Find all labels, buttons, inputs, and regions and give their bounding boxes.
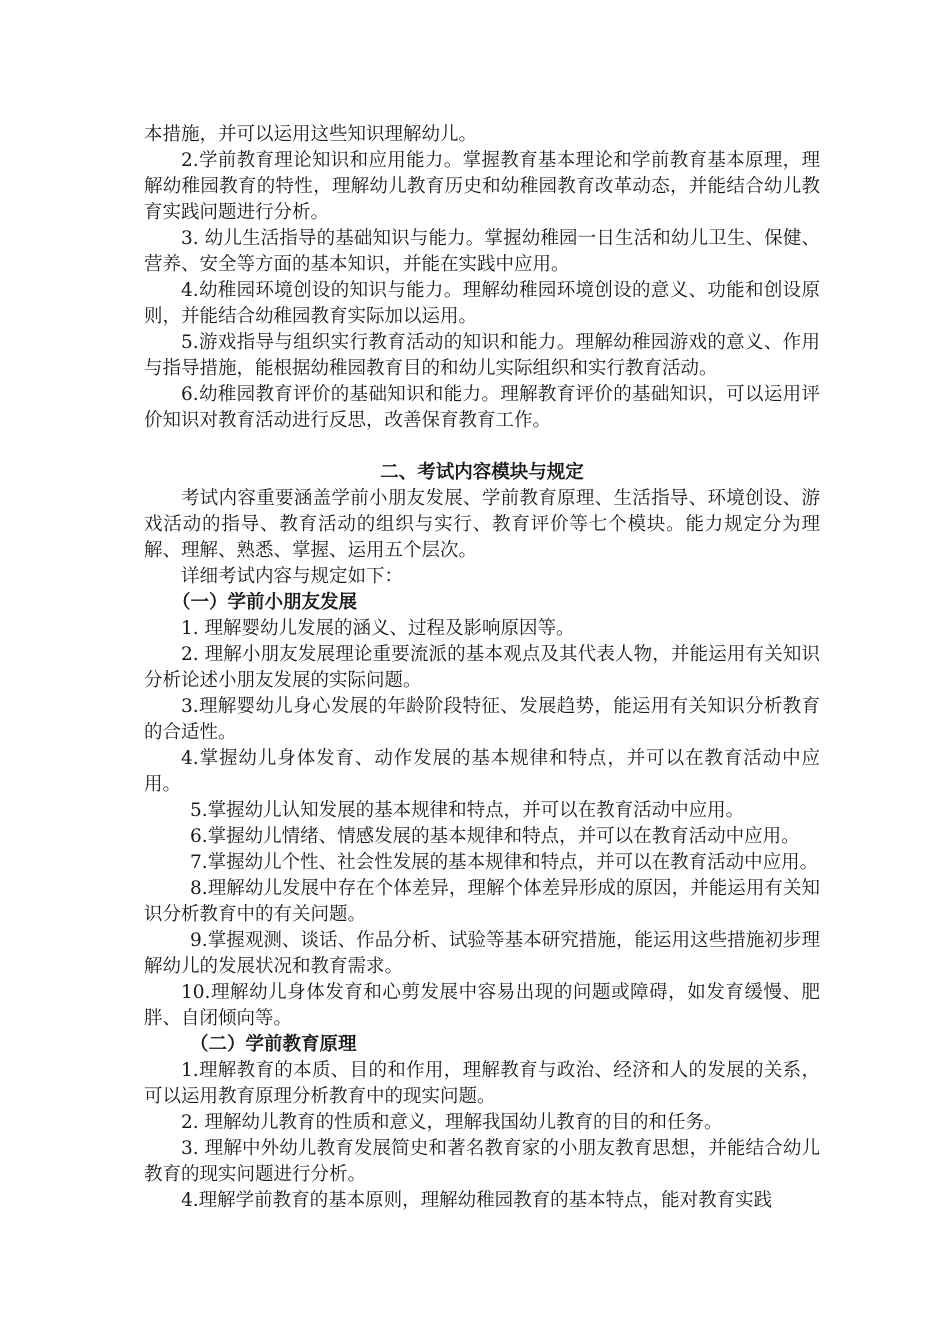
document-body [144,122,820,1214]
list-item: 5.掌握幼儿认知发展的基本规律和特点，并可以在教育活动中应用。 [190,800,745,821]
list-item: 7.掌握幼儿个性、社会性发展的基本规律和特点，并可以在教育活动中应用。 [190,852,819,873]
subsection-heading: （一）学前小朋友发展 [172,592,358,613]
paragraph: 6.幼稚园教育评价的基础知识和能力。理解教育评价的基础知识，可以运用评价知识对教育活动进行反思，改善保育教育工作。 [144,384,820,431]
paragraph: 5.游戏指导与组织实行教育活动的知识和能力。理解幼稚园游戏的意义、作用与指导措施，能根据幼稚园教育目的和幼儿实际组织和实行教育活动。 [144,332,820,379]
list-item: 9.掌握观测、谈话、作品分析、试验等基本研究措施，能运用这些措施初步理解幼儿的发展状况和教育需求。 [144,930,820,977]
paragraph: 考试内容重要涵盖学前小朋友发展、学前教育原理、生活指导、环境创设、游戏活动的指导、教育活动的组织与实行、教育评价等七个模块。能力规定分为理解、理解、熟悉、掌握、运用五个层次。 [144,488,820,561]
list-item: 6.掌握幼儿情绪、情感发展的基本规律和特点，并可以在教育活动中应用。 [190,826,800,847]
paragraph: 2.学前教育理论知识和应用能力。掌握教育基本理论和学前教育基本原理，理解幼稚园教育的特性，理解幼儿教育历史和幼稚园教育改革动态，并能结合幼儿教育实践问题进行分析。 [144,150,820,223]
list-item: 1. 理解婴幼儿发展的涵义、过程及影响原因等。 [181,618,575,639]
paragraph: 详细考试内容与规定如下： [181,566,404,587]
list-item: 3.理解婴幼儿身心发展的年龄阶段特征、发展趋势，能运用有关知识分析教育的合适性。 [144,696,820,743]
list-item: 10.理解幼儿身体发育和心剪发展中容易出现的问题或障碍，如发育缓慢、肥胖、自闭倾向等。 [144,982,820,1029]
paragraph: 4.幼稚园环境创设的知识与能力。理解幼稚园环境创设的意义、功能和创设原则，并能结合幼稚园教育实际加以运用。 [144,280,820,327]
section-heading: 二、考试内容模块与规定 [380,462,584,483]
list-item: 4.理解学前教育的基本原则，理解幼稚园教育的基本特点，能对教育实践 [181,1190,773,1211]
paragraph: 本措施，并可以运用这些知识理解幼儿。 [144,124,478,145]
list-item: 2. 理解小朋友发展理论重要流派的基本观点及其代表人物，并能运用有关知识分析论述小朋友发展的实际问题。 [144,644,820,691]
list-item: 2. 理解幼儿教育的性质和意义，理解我国幼儿教育的目的和任务。 [181,1112,723,1133]
subsection-heading: （二）学前教育原理 [190,1034,357,1055]
list-item: 4.掌握幼儿身体发育、动作发展的基本规律和特点，并可以在教育活动中应用。 [144,748,820,795]
paragraph: 3. 幼儿生活指导的基础知识与能力。掌握幼稚园一日生活和幼儿卫生、保健、营养、安全等方面的基本知识，并能在实践中应用。 [144,228,820,275]
list-item: 1.理解教育的本质、目的和作用，理解教育与政治、经济和人的发展的关系，可以运用教育原理分析教育中的现实问题。 [144,1060,820,1107]
list-item: 3. 理解中外幼儿教育发展简史和著名教育家的小朋友教育思想，并能结合幼儿教育的现实问题进行分析。 [144,1138,820,1185]
list-item: 8.理解幼儿发展中存在个体差异，理解个体差异形成的原因，并能运用有关知识分析教育中的有关问题。 [144,878,820,925]
